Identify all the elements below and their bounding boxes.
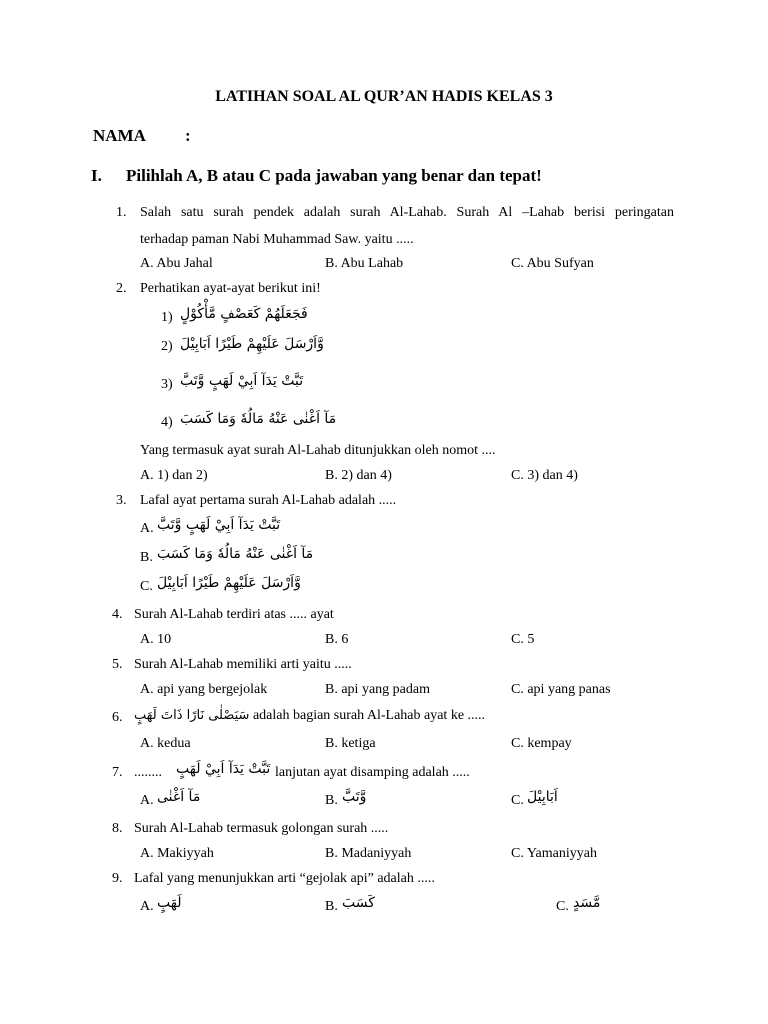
question-3-option-b-arabic: مَآ اَغْنٰى عَنْهُ مَالُهٗ وَمَا كَسَبَ (157, 546, 314, 562)
question-5-number: 5. (112, 657, 123, 672)
question-7-dots: ........ (134, 765, 162, 780)
question-7-number: 7. (112, 765, 123, 780)
verse-4-arabic: مَآ اَغْنٰى عَنْهُ مَالُهٗ وَمَا كَسَبَ (180, 411, 337, 427)
question-2-option-c: C. 3) dan 4) (511, 468, 578, 483)
question-1-option-a: A. Abu Jahal (140, 256, 213, 271)
question-3-option-c-arabic: وَّاَرْسَلَ عَلَيْهِمْ طَيْرًا اَبَابِيْلَ (157, 575, 301, 591)
question-3-option-a-arabic: تَبَّتْ يَدَآ اَبِيْ لَهَبٍ وَّتَبَّ (157, 517, 281, 533)
verse-1-arabic: فَجَعَلَهُمْ كَعَصْفٍ مَّأْكُوْلٍ (180, 306, 308, 322)
section-number: I. (91, 166, 102, 185)
question-1-option-b: B. Abu Lahab (325, 256, 404, 271)
verse-3-arabic: تَبَّتْ يَدَآ اَبِيْ لَهَبٍ وَّتَبَّ (180, 373, 304, 389)
question-4-option-a: A. 10 (140, 632, 172, 647)
question-4-option-c: C. 5 (511, 632, 535, 647)
question-7-option-b-arabic: وَّتَبَّ (342, 789, 367, 805)
question-6-option-a: A. kedua (140, 736, 191, 751)
question-9-text: Lafal yang menunjukkan arti “gejolak api” adalah ..... (134, 871, 435, 886)
question-4-text: Surah Al-Lahab terdiri atas ..... ayat (134, 607, 334, 622)
question-7-option-c-label: C. (511, 793, 524, 808)
question-9-option-b-arabic: كَسَبَ (342, 895, 375, 911)
question-6-option-b: B. ketiga (325, 736, 376, 751)
question-8-text: Surah Al-Lahab termasuk golongan surah ..... (134, 821, 389, 836)
question-7-option-b-label: B. (325, 793, 338, 808)
question-5-option-a: A. api yang bergejolak (140, 682, 268, 697)
question-4-number: 4. (112, 607, 123, 622)
question-5-text: Surah Al-Lahab memiliki arti yaitu ..... (134, 657, 352, 672)
question-1-number: 1. (116, 205, 127, 220)
question-3-option-b-label: B. (140, 550, 153, 565)
question-8-option-c: C. Yamaniyyah (511, 846, 597, 861)
question-8-number: 8. (112, 821, 123, 836)
question-8-option-b: B. Madaniyyah (325, 846, 412, 861)
question-3-option-a-label: A. (140, 521, 154, 536)
question-9-number: 9. (112, 871, 123, 886)
question-2-text: Perhatikan ayat-ayat berikut ini! (140, 281, 321, 296)
question-4-option-b: B. 6 (325, 632, 349, 647)
question-9-option-c-arabic: مَّسَدٍ (573, 895, 601, 911)
question-3-option-c-label: C. (140, 579, 153, 594)
question-2-option-a: A. 1) dan 2) (140, 468, 208, 483)
question-7-option-c-arabic: اَبَابِيْلَ (527, 789, 558, 805)
question-7-option-a-arabic: مَآ اَغْنٰى (157, 789, 201, 805)
question-2-number: 2. (116, 281, 127, 296)
question-8-option-a: A. Makiyyah (140, 846, 214, 861)
verse-2-label: 2) (161, 339, 173, 354)
question-7-arabic: تَبَّتْ يَدَآ اَبِيْ لَهَبٍ (176, 761, 271, 777)
question-1-line-2: terhadap paman Nabi Muhammad Saw. yaitu ..... (140, 232, 414, 247)
question-2-followup: Yang termasuk ayat surah Al-Lahab ditunjukkan oleh nomot .... (140, 443, 496, 458)
question-3-text: Lafal ayat pertama surah Al-Lahab adalah ..... (140, 493, 397, 508)
question-6-stem (134, 708, 485, 724)
section-instruction: Pilihlah A, B atau C pada jawaban yang benar dan tepat! (126, 166, 542, 185)
question-3-number: 3. (116, 493, 127, 508)
name-label: NAMA (93, 126, 146, 145)
question-6-number: 6. (112, 710, 123, 725)
question-6-arabic: سَيَصْلٰى نَارًا ذَاتَ لَهَبٍ (134, 708, 250, 723)
question-6-option-c: C. kempay (511, 736, 572, 751)
question-9-option-a-label: A. (140, 899, 154, 914)
question-2-option-b: B. 2) dan 4) (325, 468, 392, 483)
question-7-option-a-label: A. (140, 793, 154, 808)
question-1-option-c: C. Abu Sufyan (511, 256, 594, 271)
question-9-option-a-arabic: لَهَبٍ (157, 895, 182, 911)
question-6-text: adalah bagian surah Al-Lahab ayat ke ..... (252, 708, 486, 723)
question-5-option-c: C. api yang panas (511, 682, 611, 697)
verse-2-arabic: وَّاَرْسَلَ عَلَيْهِمْ طَيْرًا اَبَابِيْلَ (180, 336, 324, 352)
question-9-option-b-label: B. (325, 899, 338, 914)
page-title: LATIHAN SOAL AL QUR’AN HADIS KELAS 3 (215, 88, 553, 105)
verse-4-label: 4) (161, 415, 173, 430)
verse-1-label: 1) (161, 310, 173, 325)
question-7-text: lanjutan ayat disamping adalah ..... (275, 765, 470, 780)
question-5-option-b: B. api yang padam (325, 682, 430, 697)
question-9-option-c-label: C. (556, 899, 569, 914)
verse-3-label: 3) (161, 377, 173, 392)
name-colon: : (185, 126, 191, 145)
question-1-line-1: Salah satu surah pendek adalah surah Al-Lahab. Surah Al –Lahab berisi peringatan (140, 205, 674, 220)
